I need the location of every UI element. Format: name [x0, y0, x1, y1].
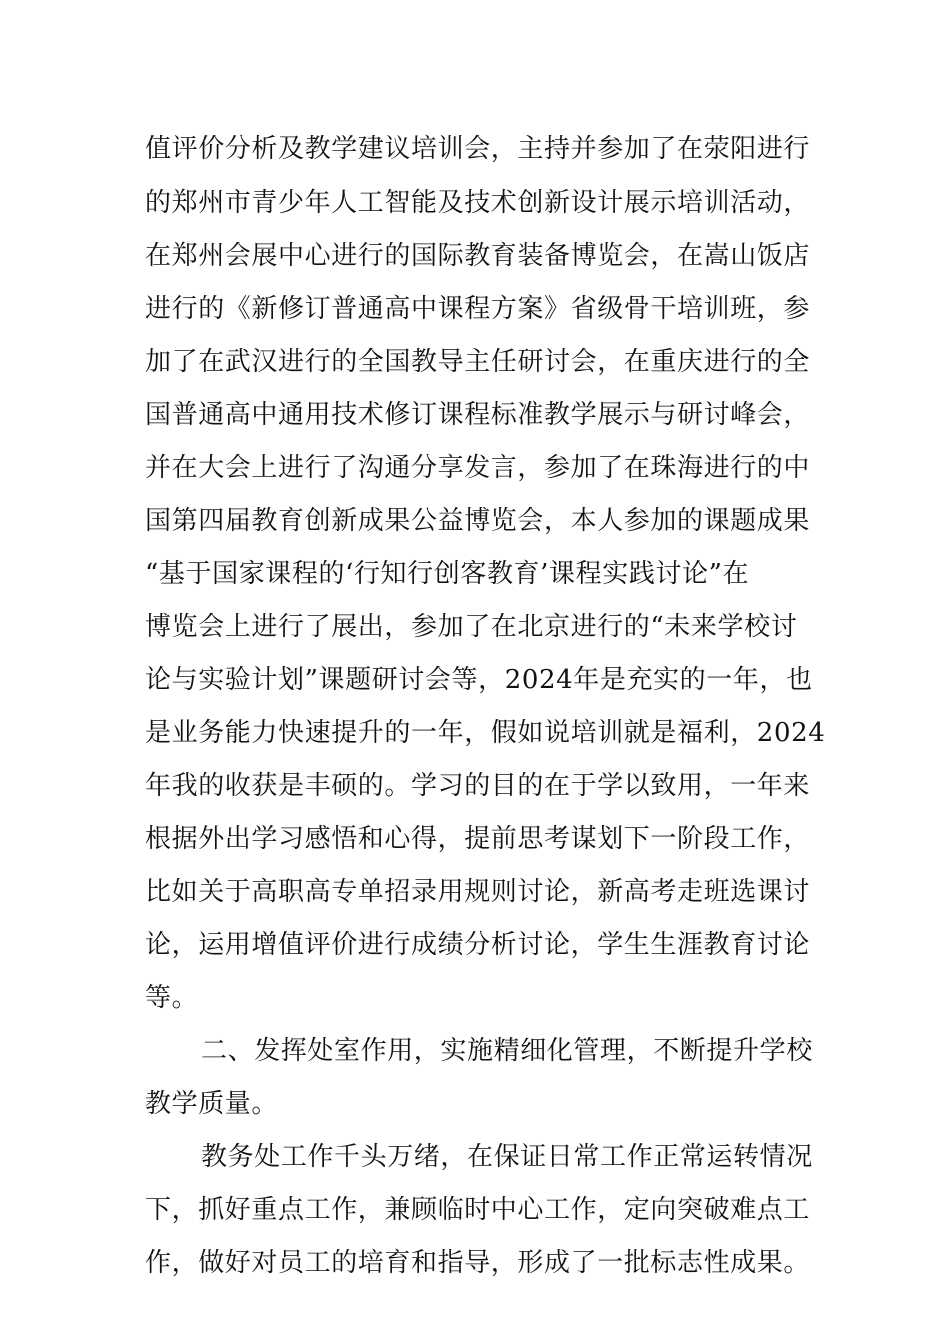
- paragraph-line: 值评价分析及教学建议培训会，主持并参加了在荥阳进行: [145, 134, 811, 164]
- paragraph-line: 年我的收获是丰硕的。学习的目的在于学以致用，一年来: [145, 771, 811, 801]
- paragraph-line: 博览会上进行了展出，参加了在北京进行的“未来学校讨: [145, 612, 798, 642]
- paragraph-line: 论，运用增值评价进行成绩分析讨论，学生生涯教育讨论: [145, 930, 811, 960]
- paragraph-line: 在郑州会展中心进行的国际教育装备博览会，在嵩山饭店: [145, 241, 811, 271]
- paragraph-line: 国第四届教育创新成果公益博览会，本人参加的课题成果: [145, 506, 811, 536]
- paragraph-line: 加了在武汉进行的全国教导主任研讨会，在重庆进行的全: [145, 347, 811, 377]
- paragraph-line: 的郑州市青少年人工智能及技术创新设计展示培训活动，: [145, 188, 811, 218]
- paragraph-line: 是业务能力快速提升的一年，假如说培训就是福利，2024: [145, 718, 826, 748]
- paragraph-line: 国普通高中通用技术修订课程标准教学展示与研讨峰会，: [145, 400, 811, 430]
- paragraph-line: 作，做好对员工的培育和指导，形成了一批标志性成果。: [145, 1248, 811, 1278]
- paragraph-line: 进行的《新修订普通高中课程方案》省级骨干培训班，参: [145, 294, 811, 324]
- paragraph-line: 下，抓好重点工作，兼顾临时中心工作，定向突破难点工: [145, 1195, 811, 1225]
- paragraph-line: 论与实验计划”课题研讨会等，2024年是充实的一年，也: [145, 665, 813, 695]
- section-heading: 二、发挥处室作用，实施精细化管理，不断提升学校: [201, 1036, 813, 1066]
- section-heading-continuation: 教学质量。: [145, 1089, 279, 1119]
- paragraph-line: 等。: [145, 983, 199, 1013]
- paragraph-line: 比如关于高职高专单招录用规则讨论，新高考走班选课讨: [145, 877, 811, 907]
- paragraph-line: 根据外出学习感悟和心得，提前思考谋划下一阶段工作，: [145, 824, 811, 854]
- paragraph-line: 教务处工作千头万绪，在保证日常工作正常运转情况: [201, 1142, 813, 1172]
- paragraph-line: 并在大会上进行了沟通分享发言，参加了在珠海进行的中: [145, 453, 811, 483]
- paragraph-line: “基于国家课程的‘行知行创客教育’课程实践讨论”在: [145, 559, 750, 589]
